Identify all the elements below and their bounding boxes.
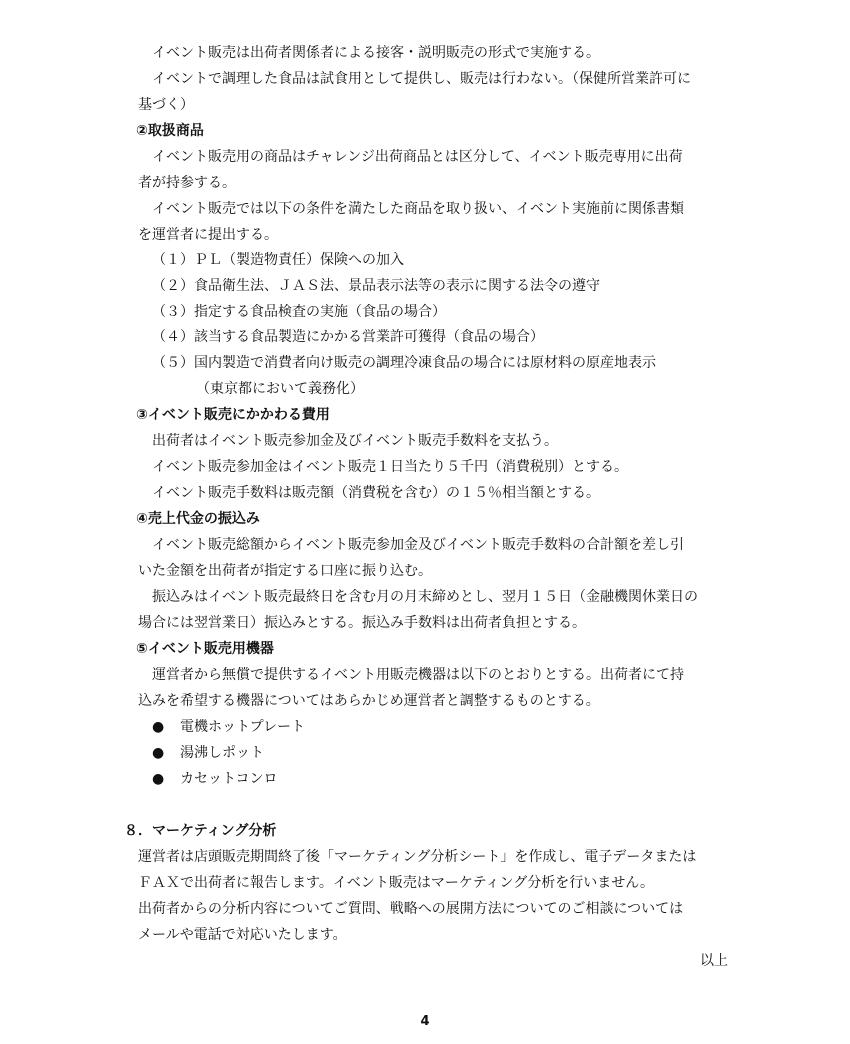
marketing-line: 出荷者からの分析内容についてご質問、戦略への展開方法についてのご相談については [138,901,684,917]
equipment-list-item [152,770,277,788]
costs-line: イベント販売手数料は販売額（消費税を含む）の１５％相当額とする。 [152,485,600,501]
products-line: 者が持参する。 [138,175,236,191]
products-line: を運営者に提出する。 [138,227,278,243]
costs-line: イベント販売参加金はイベント販売１日当たり５千円（消費税別）とする。 [152,459,628,475]
bullet-icon: ● [152,745,165,761]
marketing-line: メールや電話で対応いたします。 [138,927,347,943]
costs-heading: ③イベント販売にかかわる費用 [136,407,330,423]
event-intro-line: 基づく） [138,97,194,113]
products-heading: ②取扱商品 [136,123,204,139]
condition-item: （３）指定する食品検査の実施（食品の場合） [152,304,446,320]
transfer-line: イベント販売総額からイベント販売参加金及びイベント販売手数料の合計額を差し引 [152,537,684,553]
equipment-line: 込みを希望する機器についてはあらかじめ運営者と調整するものとする。 [138,693,600,709]
marketing-line: ＦＡＸで出荷者に報告します。イベント販売はマーケティング分析を行いません。 [138,875,655,891]
transfer-line: いた金額を出荷者が指定する口座に振り込む。 [138,563,432,579]
transfer-line: 場合には翌営業日）振込みとする。振込み手数料は出荷者負担とする。 [138,615,586,631]
equipment-list-item [152,718,305,736]
marketing-line: 運営者は店頭販売期間終了後「マーケティング分析シート」を作成し、電子データまたは [138,849,697,865]
page-number: 4 [420,1014,430,1029]
products-line: イベント販売では以下の条件を満たした商品を取り扱い、イベント実施前に関係書類 [152,201,684,217]
closing-text: 以上 [700,953,728,969]
condition-item: （５）国内製造で消費者向け販売の調理冷凍食品の場合には原材料の原産地表示 [152,355,656,371]
bullet-icon: ● [152,771,165,787]
costs-line: 出荷者はイベント販売参加金及びイベント販売手数料を支払う。 [152,433,558,449]
condition-item: （２）食品衛生法、ＪＡＳ法、景品表示法等の表示に関する法令の遵守 [152,278,600,294]
bullet-icon: ● [152,719,165,735]
equipment-item-label: カセットコンロ [180,771,278,787]
marketing-heading: ８．マーケティング分析 [124,823,277,839]
equipment-heading: ⑤イベント販売用機器 [136,641,274,657]
equipment-item-label: 湯沸しポット [180,745,264,761]
equipment-line: 運営者から無償で提供するイベント用販売機器は以下のとおりとする。出荷者にて持 [152,667,684,683]
products-line: イベント販売用の商品はチャレンジ出荷商品とは区分して、イベント販売専用に出荷 [152,149,683,165]
transfer-line: 振込みはイベント販売最終日を含む月の月末締めとし、翌月１５日（金融機関休業日の [152,589,698,605]
transfer-heading: ④売上代金の振込み [136,511,260,527]
event-intro-line: イベント販売は出荷者関係者による接客・説明販売の形式で実施する。 [152,45,600,61]
condition-item-note: （東京都において義務化） [196,381,364,397]
event-intro-line: イベントで調理した食品は試食用として提供し、販売は行わない。（保健所営業許可に [152,71,691,87]
condition-item: （１）ＰＬ（製造物責任）保険への加入 [152,252,404,268]
equipment-list-item [152,744,264,762]
equipment-item-label: 電機ホットプレート [180,719,306,735]
condition-item: （４）該当する食品製造にかかる営業許可獲得（食品の場合） [152,329,544,345]
